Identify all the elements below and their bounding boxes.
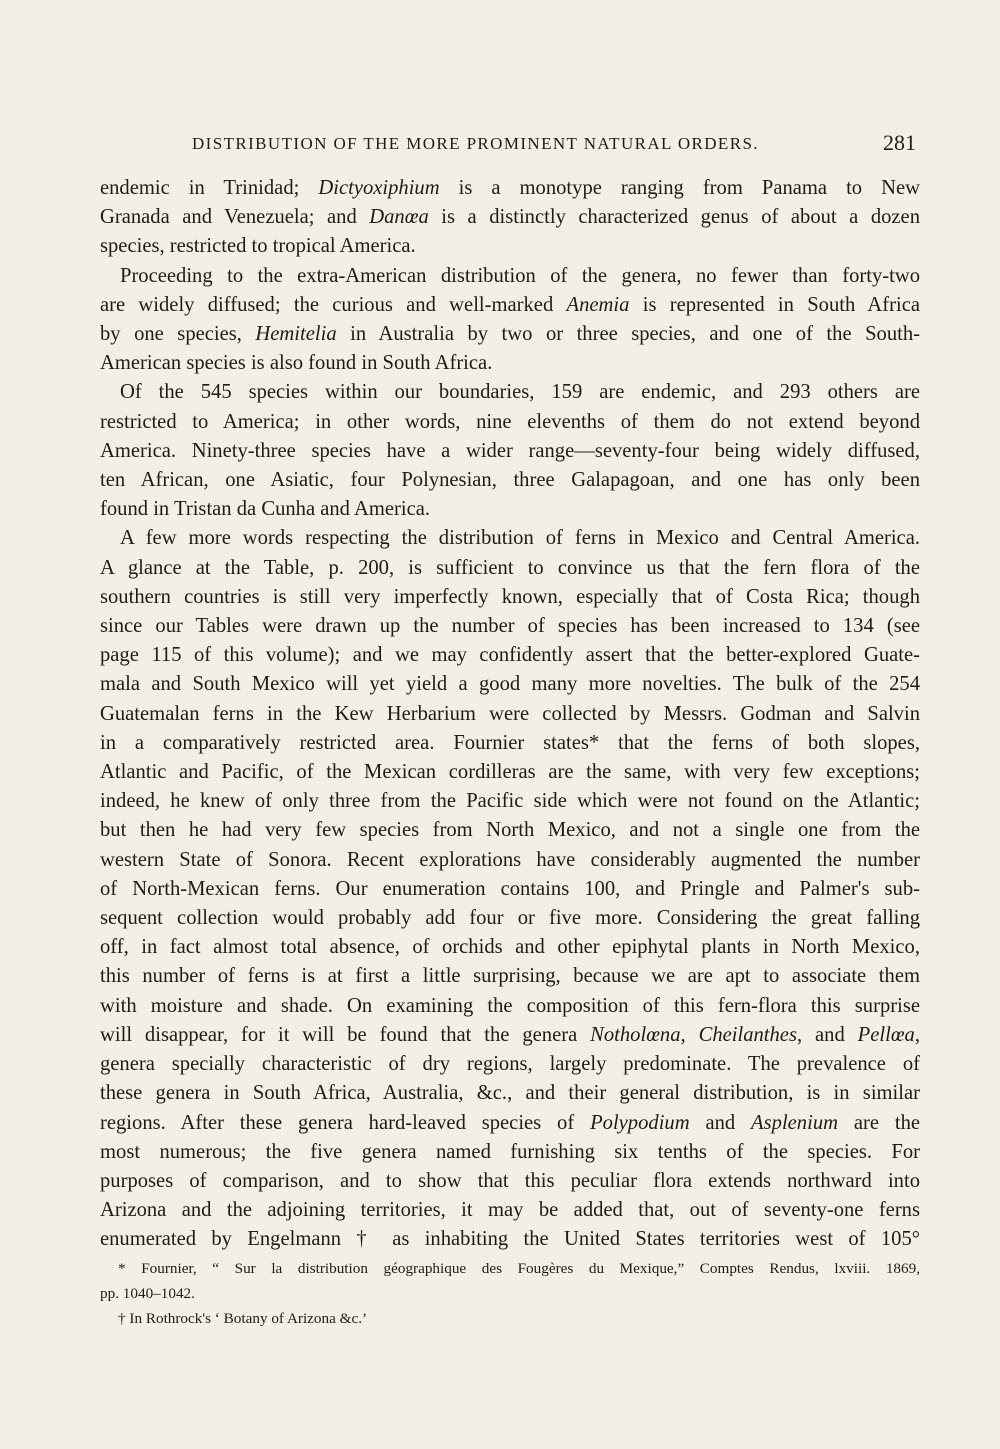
text-line: Arizona and the adjoining territories, it may be added that, out of seventy-one ferns	[100, 1199, 920, 1222]
text-line: enumerated by Engelmann † as inhabiting the United States territories west of 105°	[100, 1228, 920, 1251]
text-line: found in Tristan da Cunha and America.	[100, 498, 431, 521]
text-line: since our Tables were drawn up the number of species has been increased to 134 (see	[100, 615, 920, 638]
text-line: A few more words respecting the distribution of ferns in Mexico and Central America.	[120, 527, 920, 550]
footnote-line: * Fournier, “ Sur la distribution géographique des Fougères du Mexique,” Comptes Rendus, lxviii. 1869,	[118, 1260, 920, 1277]
body-text	[100, 174, 920, 1255]
text-line: but then he had very few species from North Mexico, and not a single one from the	[100, 819, 920, 842]
text-line: these genera in South Africa, Australia, &c., and their general distribution, is in similar	[100, 1082, 920, 1105]
footnote-line: † In Rothrock's ‘ Botany of Arizona &c.’	[118, 1310, 368, 1327]
text-line: mala and South Mexico will yet yield a good many more novelties. The bulk of the 254	[100, 673, 920, 696]
text-line: American species is also found in South Africa.	[100, 352, 493, 375]
text-line: southern countries is still very imperfectly known, especially that of Costa Rica; though	[100, 585, 920, 608]
footnotes	[100, 1256, 920, 1331]
page-number: 281	[883, 130, 916, 155]
text-line: Proceeding to the extra-American distribution of the genera, no fewer than forty-two	[120, 264, 920, 287]
text-line: will disappear, for it will be found that the genera Notholœna, Cheilanthes, and Pellœa,	[100, 1023, 921, 1046]
text-line: regions. After these genera hard-leaved species of Polypodium and Asplenium are the	[100, 1111, 921, 1134]
text-line: with moisture and shade. On examining the composition of this fern-flora this surprise	[100, 994, 920, 1017]
page-header	[96, 130, 916, 160]
text-line: restricted to America; in other words, nine elevenths of them do not extend beyond	[100, 410, 920, 433]
text-line: are widely diffused; the curious and well-marked Anemia is represented in South Africa	[100, 293, 920, 316]
text-line: this number of ferns is at first a little surprising, because we are apt to associate them	[100, 965, 920, 988]
text-line: America. Ninety-three species have a wider range—seventy-four being widely diffused,	[100, 439, 920, 462]
text-line: of North-Mexican ferns. Our enumeration contains 100, and Pringle and Palmer's sub-	[100, 877, 920, 900]
text-line: most numerous; the five genera named furnishing six tenths of the species. For	[100, 1140, 920, 1163]
footnote-line: pp. 1040–1042.	[100, 1285, 195, 1302]
text-line: ten African, one Asiatic, four Polynesian, three Galapagoan, and one has only been	[100, 469, 920, 492]
text-line: A glance at the Table, p. 200, is sufficient to convince us that the fern flora of the	[100, 556, 920, 579]
text-line: western State of Sonora. Recent explorations have considerably augmented the number	[100, 848, 920, 871]
text-line: Granada and Venezuela; and Danœa is a distinctly characterized genus of about a dozen	[100, 206, 920, 229]
text-line: endemic in Trinidad; Dictyoxiphium is a monotype ranging from Panama to New	[100, 177, 920, 199]
text-line: Guatemalan ferns in the Kew Herbarium were collected by Messrs. Godman and Salvin	[100, 702, 920, 725]
text-line: genera specially characteristic of dry regions, largely predominate. The prevalence of	[100, 1053, 920, 1076]
text-line: in a comparatively restricted area. Fournier states* that the ferns of both slopes,	[100, 731, 920, 754]
running-title: DISTRIBUTION OF THE MORE PROMINENT NATURAL ORDERS.	[192, 134, 759, 153]
text-line: Atlantic and Pacific, of the Mexican cordilleras are the same, with very few exceptions;	[100, 761, 920, 784]
text-line: purposes of comparison, and to show that this peculiar flora extends northward into	[100, 1169, 920, 1192]
text-line: page 115 of this volume); and we may confidently assert that the better-explored Guate-	[100, 644, 920, 667]
text-line: indeed, he knew of only three from the Pacific side which were not found on the Atlantic;	[100, 790, 920, 813]
text-line: off, in fact almost total absence, of orchids and other epiphytal plants in North Mexico,	[100, 936, 920, 959]
text-line: sequent collection would probably add four or five more. Considering the great falling	[100, 907, 920, 930]
text-line: by one species, Hemitelia in Australia by two or three species, and one of the South-	[100, 323, 920, 346]
text-line: species, restricted to tropical America.	[100, 235, 416, 258]
text-line: Of the 545 species within our boundaries, 159 are endemic, and 293 others are	[120, 381, 920, 404]
